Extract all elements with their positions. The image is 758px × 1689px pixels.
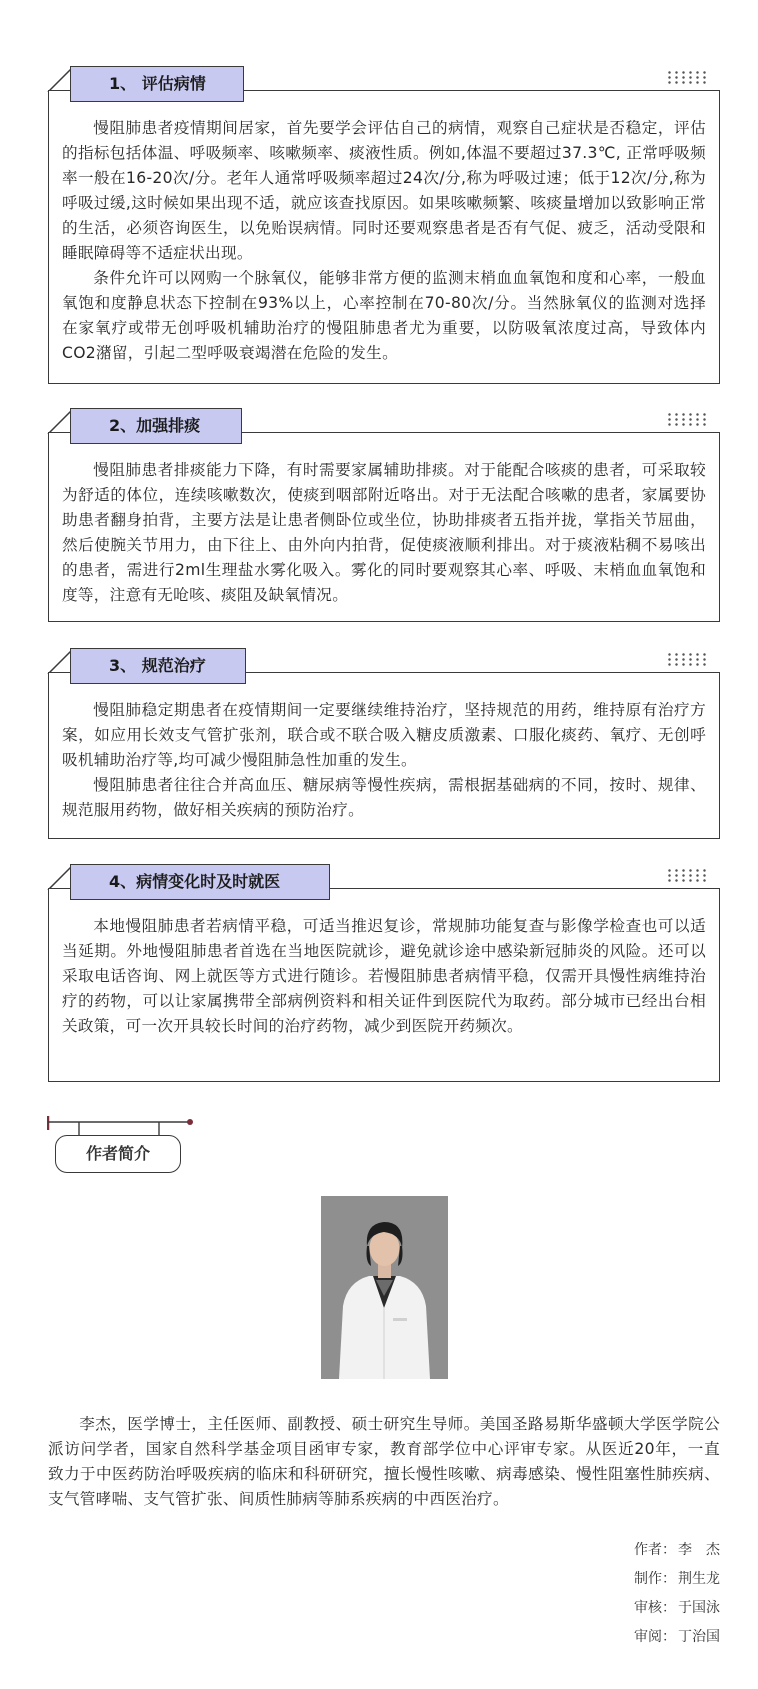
section-body	[62, 698, 706, 823]
dot-grid-decoration	[666, 868, 708, 884]
credit-value: 丁治国	[678, 1629, 720, 1645]
credit-label: 制作：	[634, 1571, 676, 1587]
doctor-portrait-image	[321, 1196, 448, 1379]
credit-value: 荆生龙	[678, 1571, 720, 1587]
dot-grid-decoration	[666, 652, 708, 668]
credit-producer	[520, 1565, 720, 1594]
section-body	[62, 458, 706, 608]
credit-value: 于国泳	[678, 1600, 720, 1616]
section-assess-condition	[48, 66, 720, 384]
credit-final-reviewer	[520, 1623, 720, 1652]
paragraph: 条件允许可以网购一个脉氧仪，能够非常方便的监测末梢血血氧饱和度和心率，一般血氧饱和度静息状态下控制在93%以上，心率控制在70-80次/分。当然脉氧仪的监测对选择在家氧疗或带无创呼吸机辅助治疗的慢阻肺患者尤为重要，以防吸氧浓度过高，导致体内CO2潴留，引起二型呼吸衰竭潜在危险的发生。	[62, 269, 706, 362]
section-title: 2、加强排痰	[70, 408, 242, 444]
section-box	[48, 432, 720, 622]
section-title: 1、 评估病情	[70, 66, 244, 102]
credits-block	[520, 1536, 720, 1652]
bio-paragraph: 李杰，医学博士，主任医师、副教授、硕士研究生导师。美国圣路易斯华盛顿大学医学院公派访问学者，国家自然科学基金项目函审专家，教育部学位中心评审专家。从医近20年，一直致力于中医药防治呼吸疾病的临床和科研研究，擅长慢性咳嗽、病毒感染、慢性阻塞性肺疾病、支气管哮喘、支气管扩张、间质性肺病等肺系疾病的中西医治疗。	[48, 1415, 720, 1508]
paragraph: 慢阻肺患者排痰能力下降，有时需要家属辅助排痰。对于能配合咳痰的患者，可采取较为舒适的体位，连续咳嗽数次，使痰到咽部附近咯出。对于无法配合咳嗽的患者，家属要协助患者翻身拍背，主要方法是让患者侧卧位或坐位，协助排痰者五指并拢，掌指关节屈曲，然后使腕关节用力，由下往上、由外向内拍背，促使痰液顺利排出。对于痰液粘稠不易咳出的患者，需进行2ml生理盐水雾化吸入。雾化的同时要观察其心率、呼吸、末梢血血氧饱和度等，注意有无呛咳、痰阻及缺氧情况。	[62, 461, 706, 604]
credit-value: 李 杰	[678, 1542, 720, 1558]
paragraph: 慢阻肺患者疫情期间居家，首先要学会评估自己的病情，观察自己症状是否稳定，评估的指标包括体温、呼吸频率、咳嗽频率、痰液性质。例如,体温不要超过37.3℃, 正常呼吸频率一般在16-20次/分。老年人通常呼吸频率超过24次/分,称为呼吸过速；低于12次/分,称为呼吸过缓,这时候如果出现不适，就应该查找原因。如果咳嗽频繁、咳痰量增加以致影响正常的生活，必须咨询医生，以免贻误病情。同时还要观察患者是否有气促、疲乏，活动受限和睡眠障碍等不适症状出现。	[62, 119, 706, 262]
section-box	[48, 672, 720, 839]
section-title: 3、 规范治疗	[70, 648, 246, 684]
credit-reviewer	[520, 1594, 720, 1623]
dot-grid-decoration	[666, 412, 708, 428]
author-bio	[48, 1412, 720, 1512]
author-intro-badge: 作者简介	[55, 1135, 181, 1173]
section-box	[48, 888, 720, 1082]
credit-author	[520, 1536, 720, 1565]
section-body	[62, 116, 706, 366]
credit-label: 审核：	[634, 1600, 676, 1616]
section-seek-medical-care	[48, 864, 720, 1082]
paragraph: 慢阻肺稳定期患者在疫情期间一定要继续维持治疗，坚持规范的用药，维持原有治疗方案，如应用长效支气管扩张剂，联合或不联合吸入糖皮质激素、口服化痰药、氧疗、无创呼吸机辅助治疗等,均可减少慢阻肺急性加重的发生。	[62, 701, 706, 769]
section-sputum-clearance	[48, 408, 720, 622]
paragraph: 慢阻肺患者往往合并高血压、糖尿病等慢性疾病，需根据基础病的不同，按时、规律、规范服用药物，做好相关疾病的预防治疗。	[62, 776, 706, 819]
section-body	[62, 914, 706, 1039]
credit-label: 审阅：	[634, 1629, 676, 1645]
author-photo	[321, 1196, 448, 1379]
section-standard-treatment	[48, 648, 720, 839]
credit-label: 作者：	[634, 1542, 676, 1558]
section-box	[48, 90, 720, 384]
section-title: 4、病情变化时及时就医	[70, 864, 330, 900]
paragraph: 本地慢阻肺患者若病情平稳，可适当推迟复诊，常规肺功能复查与影像学检查也可以适当延期。外地慢阻肺患者首选在当地医院就诊，避免就诊途中感染新冠肺炎的风险。还可以采取电话咨询、网上就医等方式进行随诊。若慢阻肺患者病情平稳，仅需开具慢性病维持治疗的药物，可以让家属携带全部病例资料和相关证件到医院代为取药。部分城市已经出台相关政策，可一次开具较长时间的治疗药物，减少到医院开药频次。	[62, 917, 706, 1035]
dot-grid-decoration	[666, 70, 708, 86]
